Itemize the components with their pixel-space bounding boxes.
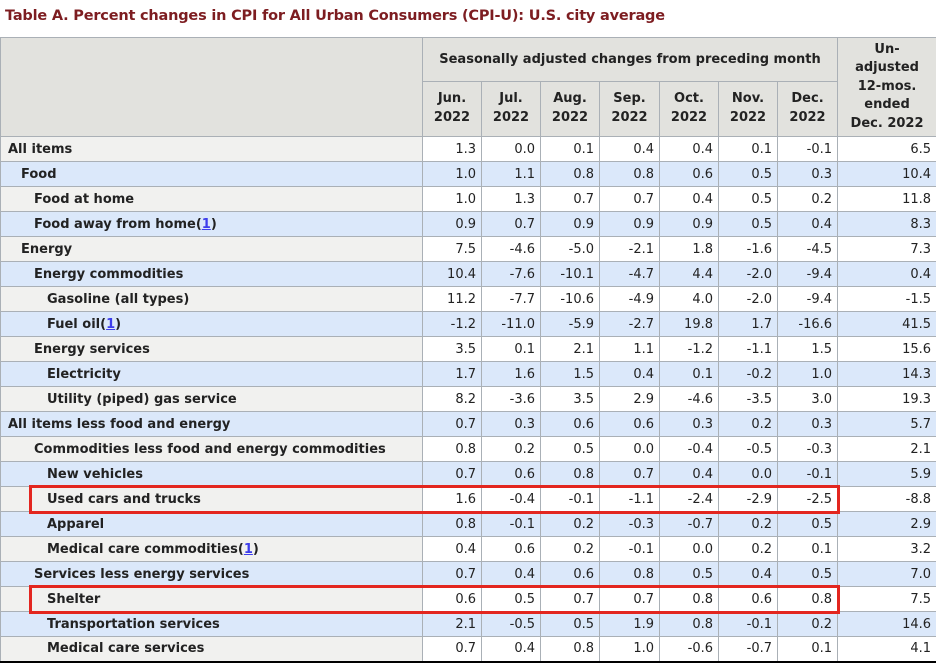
unadjusted-value-cell: 19.3 [838, 387, 936, 412]
unadjusted-value-cell: 11.8 [838, 187, 936, 212]
value-cell: 0.8 [541, 637, 600, 662]
row-label: Food at home [34, 191, 135, 207]
table-header [1, 38, 936, 137]
value-cell: 0.4 [600, 362, 660, 387]
value-cell: 0.6 [541, 412, 600, 437]
table-row [1, 512, 936, 537]
value-cell: -0.5 [482, 612, 541, 637]
value-cell: -2.0 [719, 287, 778, 312]
value-cell: 1.5 [778, 337, 838, 362]
month-column-header-jun: Jun. 2022 [423, 82, 482, 137]
value-cell: 1.0 [778, 362, 838, 387]
month-column-header-nov: Nov. 2022 [719, 82, 778, 137]
value-cell: -10.1 [541, 262, 600, 287]
row-label-cell [1, 187, 423, 212]
unadjusted-header-line: Un- [874, 41, 900, 57]
row-label-cell: Food away from home(1) [1, 212, 423, 237]
value-cell: -2.5 [778, 487, 838, 512]
value-cell: 10.4 [423, 262, 482, 287]
value-cell: 0.9 [541, 212, 600, 237]
value-cell: 0.8 [660, 587, 719, 612]
value-cell: 1.5 [541, 362, 600, 387]
row-label-cell [1, 362, 423, 387]
row-label-cell: Medical care commodities(1) [1, 537, 423, 562]
table-row [1, 262, 936, 287]
value-cell: 0.7 [600, 587, 660, 612]
unadjusted-value-cell: 7.5 [838, 587, 936, 612]
value-cell: 0.3 [778, 412, 838, 437]
value-cell: 0.7 [423, 637, 482, 662]
value-cell: 0.8 [600, 162, 660, 187]
value-cell: -11.0 [482, 312, 541, 337]
table-row [1, 562, 936, 587]
value-cell: -0.1 [541, 487, 600, 512]
month-column-header-oct: Oct. 2022 [660, 82, 719, 137]
month-column-header-aug: Aug. 2022 [541, 82, 600, 137]
value-cell: 0.4 [660, 462, 719, 487]
cpi-table-container [0, 37, 936, 663]
row-label-cell [1, 237, 423, 262]
value-cell: -9.4 [778, 287, 838, 312]
value-cell: 0.5 [719, 187, 778, 212]
value-cell: -16.6 [778, 312, 838, 337]
value-cell: 0.4 [660, 187, 719, 212]
value-cell: -7.6 [482, 262, 541, 287]
value-cell: 1.0 [423, 162, 482, 187]
value-cell: 4.0 [660, 287, 719, 312]
table-row [1, 487, 936, 512]
table-row [1, 287, 936, 312]
row-label: Fuel oil [47, 316, 101, 332]
value-cell: 0.3 [660, 412, 719, 437]
value-cell: 1.9 [600, 612, 660, 637]
row-label: Energy services [34, 341, 150, 357]
value-cell: 0.5 [541, 612, 600, 637]
value-cell: 0.5 [719, 162, 778, 187]
table-row [1, 362, 936, 387]
month-column-header-jul: Jul. 2022 [482, 82, 541, 137]
value-cell: 0.2 [541, 537, 600, 562]
value-cell: -0.7 [719, 637, 778, 662]
value-cell: -1.1 [719, 337, 778, 362]
row-label: Used cars and trucks [47, 491, 201, 507]
value-cell: 0.0 [600, 437, 660, 462]
value-cell: -0.4 [660, 437, 719, 462]
value-cell: 0.8 [600, 562, 660, 587]
value-cell: -0.3 [778, 437, 838, 462]
value-cell: 0.4 [719, 562, 778, 587]
unadjusted-value-cell: 4.1 [838, 637, 936, 662]
value-cell: 2.9 [600, 387, 660, 412]
row-label: New vehicles [47, 466, 143, 482]
value-cell: 0.7 [423, 562, 482, 587]
value-cell: 4.4 [660, 262, 719, 287]
value-cell: 0.1 [719, 137, 778, 162]
value-cell: 0.5 [778, 562, 838, 587]
row-label: Apparel [47, 516, 105, 532]
unadjusted-value-cell: 10.4 [838, 162, 936, 187]
table-row [1, 337, 936, 362]
corner-header-cell [1, 38, 423, 137]
value-cell: -0.1 [482, 512, 541, 537]
value-cell: 1.8 [660, 237, 719, 262]
value-cell: 0.1 [778, 637, 838, 662]
value-cell: 0.5 [541, 437, 600, 462]
value-cell: 11.2 [423, 287, 482, 312]
unadjusted-value-cell: -8.8 [838, 487, 936, 512]
value-cell: -4.9 [600, 287, 660, 312]
value-cell: 0.2 [778, 187, 838, 212]
value-cell: 0.6 [541, 562, 600, 587]
row-label: All items [8, 141, 73, 157]
row-label: All items less food and energy [8, 416, 231, 432]
row-label-cell [1, 462, 423, 487]
value-cell: 0.5 [778, 512, 838, 537]
value-cell: 2.1 [423, 612, 482, 637]
unadjusted-value-cell: 5.7 [838, 412, 936, 437]
row-label: Medical care commodities [47, 541, 238, 557]
unadjusted-value-cell: 6.5 [838, 137, 936, 162]
value-cell: 19.8 [660, 312, 719, 337]
value-cell: -1.6 [719, 237, 778, 262]
table-row [1, 587, 936, 612]
month-column-header-dec: Dec. 2022 [778, 82, 838, 137]
value-cell: 3.0 [778, 387, 838, 412]
unadjusted-value-cell: 8.3 [838, 212, 936, 237]
value-cell: -7.7 [482, 287, 541, 312]
row-label: Medical care services [47, 641, 205, 657]
value-cell: 7.5 [423, 237, 482, 262]
value-cell: -0.1 [778, 137, 838, 162]
value-cell: 0.5 [482, 587, 541, 612]
row-label-cell [1, 587, 423, 612]
value-cell: -0.1 [719, 612, 778, 637]
value-cell: -0.3 [600, 512, 660, 537]
row-label: Commodities less food and energy commodities [34, 441, 386, 457]
value-cell: -2.4 [660, 487, 719, 512]
value-cell: -4.6 [660, 387, 719, 412]
row-label-cell [1, 437, 423, 462]
value-cell: 1.0 [600, 637, 660, 662]
value-cell: 0.6 [660, 162, 719, 187]
row-label-cell [1, 637, 423, 662]
table-row [1, 412, 936, 437]
row-label: Electricity [47, 366, 121, 382]
table-row [1, 462, 936, 487]
value-cell: 0.7 [541, 587, 600, 612]
value-cell: 0.1 [778, 537, 838, 562]
value-cell: 1.0 [423, 187, 482, 212]
value-cell: 0.8 [541, 162, 600, 187]
value-cell: 0.4 [600, 137, 660, 162]
value-cell: -0.1 [600, 537, 660, 562]
table-row [1, 312, 936, 337]
value-cell: 1.1 [482, 162, 541, 187]
row-label: Shelter [47, 591, 101, 607]
value-cell: 0.2 [719, 537, 778, 562]
value-cell: -1.1 [600, 487, 660, 512]
value-cell: 8.2 [423, 387, 482, 412]
value-cell: -2.9 [719, 487, 778, 512]
unadjusted-value-cell: 2.1 [838, 437, 936, 462]
unadjusted-value-cell: 7.0 [838, 562, 936, 587]
footnote-link[interactable]: 1 [243, 541, 253, 557]
value-cell: 0.0 [719, 462, 778, 487]
row-label: Energy [21, 241, 73, 257]
unadjusted-column-header [838, 38, 936, 137]
unadjusted-value-cell: 14.6 [838, 612, 936, 637]
value-cell: -0.7 [660, 512, 719, 537]
value-cell: 0.4 [482, 562, 541, 587]
value-cell: 0.8 [423, 512, 482, 537]
value-cell: 0.2 [541, 512, 600, 537]
unadjusted-value-cell: 3.2 [838, 537, 936, 562]
value-cell: 0.9 [600, 212, 660, 237]
value-cell: -0.2 [719, 362, 778, 387]
cpi-table [0, 37, 936, 663]
value-cell: -5.0 [541, 237, 600, 262]
value-cell: 1.6 [423, 487, 482, 512]
value-cell: 0.1 [660, 362, 719, 387]
table-row [1, 137, 936, 162]
row-label: Food away from home [34, 216, 196, 232]
value-cell: 1.7 [719, 312, 778, 337]
value-cell: 0.6 [482, 462, 541, 487]
value-cell: 0.4 [423, 537, 482, 562]
value-cell: 0.0 [482, 137, 541, 162]
value-cell: 0.2 [482, 437, 541, 462]
value-cell: 0.3 [482, 412, 541, 437]
table-row [1, 387, 936, 412]
value-cell: 0.6 [600, 412, 660, 437]
row-label-cell [1, 287, 423, 312]
value-cell: 3.5 [541, 387, 600, 412]
value-cell: 0.9 [660, 212, 719, 237]
value-cell: 0.8 [423, 437, 482, 462]
value-cell: 0.5 [660, 562, 719, 587]
value-cell: 0.2 [719, 512, 778, 537]
unadjusted-header-line: adjusted [855, 60, 919, 76]
unadjusted-value-cell: 5.9 [838, 462, 936, 487]
value-cell: -0.5 [719, 437, 778, 462]
value-cell: 0.2 [778, 612, 838, 637]
value-cell: 0.8 [541, 462, 600, 487]
unadjusted-value-cell: 41.5 [838, 312, 936, 337]
value-cell: -3.6 [482, 387, 541, 412]
row-label-cell [1, 562, 423, 587]
unadjusted-value-cell: 7.3 [838, 237, 936, 262]
value-cell: 1.6 [482, 362, 541, 387]
value-cell: -9.4 [778, 262, 838, 287]
page-title: Table A. Percent changes in CPI for All Urban Consumers (CPI-U): U.S. city average [5, 8, 665, 24]
value-cell: 0.4 [778, 212, 838, 237]
value-cell: 0.8 [660, 612, 719, 637]
value-cell: -2.1 [600, 237, 660, 262]
value-cell: 0.0 [660, 537, 719, 562]
unadjusted-value-cell: 2.9 [838, 512, 936, 537]
row-label-cell [1, 612, 423, 637]
table-row [1, 537, 936, 562]
footnote-link[interactable]: 1 [201, 216, 211, 232]
value-cell: 0.4 [482, 637, 541, 662]
unadjusted-header-line: ended [864, 97, 910, 113]
value-cell: -4.6 [482, 237, 541, 262]
value-cell: 0.6 [482, 537, 541, 562]
value-cell: -2.0 [719, 262, 778, 287]
value-cell: 0.7 [541, 187, 600, 212]
table-row [1, 612, 936, 637]
table-row [1, 187, 936, 212]
value-cell: -0.1 [778, 462, 838, 487]
value-cell: 0.6 [719, 587, 778, 612]
value-cell: 0.1 [541, 137, 600, 162]
row-label: Food [21, 166, 57, 182]
row-label-cell [1, 162, 423, 187]
value-cell: 0.4 [660, 137, 719, 162]
value-cell: 0.5 [719, 212, 778, 237]
table-row [1, 437, 936, 462]
value-cell: 1.7 [423, 362, 482, 387]
value-cell: 0.8 [778, 587, 838, 612]
value-cell: 0.9 [423, 212, 482, 237]
value-cell: 1.1 [600, 337, 660, 362]
row-label: Transportation services [47, 616, 220, 632]
value-cell: 0.7 [423, 462, 482, 487]
row-label-cell [1, 137, 423, 162]
value-cell: -0.6 [660, 637, 719, 662]
table-body [1, 137, 936, 662]
row-label: Services less energy services [34, 566, 250, 582]
table-row [1, 637, 936, 662]
unadjusted-value-cell: 15.6 [838, 337, 936, 362]
value-cell: 0.7 [600, 187, 660, 212]
table-row [1, 162, 936, 187]
value-cell: 1.3 [423, 137, 482, 162]
value-cell: -4.7 [600, 262, 660, 287]
seasonally-adjusted-group-header: Seasonally adjusted changes from preceding month [423, 38, 838, 82]
value-cell: -10.6 [541, 287, 600, 312]
row-label-cell: Fuel oil(1) [1, 312, 423, 337]
value-cell: -1.2 [660, 337, 719, 362]
table-row [1, 212, 936, 237]
row-label-cell [1, 337, 423, 362]
value-cell: 0.7 [482, 212, 541, 237]
row-label: Utility (piped) gas service [47, 391, 237, 407]
row-label-cell [1, 387, 423, 412]
value-cell: 0.7 [600, 462, 660, 487]
value-cell: -4.5 [778, 237, 838, 262]
table-row [1, 237, 936, 262]
unadjusted-value-cell: 0.4 [838, 262, 936, 287]
unadjusted-header-line: Dec. 2022 [850, 115, 924, 131]
row-label: Energy commodities [34, 266, 184, 282]
row-label-cell [1, 262, 423, 287]
unadjusted-header-line: 12-mos. [857, 78, 917, 94]
unadjusted-value-cell: -1.5 [838, 287, 936, 312]
value-cell: -2.7 [600, 312, 660, 337]
value-cell: -5.9 [541, 312, 600, 337]
unadjusted-value-cell: 14.3 [838, 362, 936, 387]
value-cell: 0.2 [719, 412, 778, 437]
row-label-cell [1, 512, 423, 537]
footnote-link[interactable]: 1 [106, 316, 116, 332]
value-cell: -0.4 [482, 487, 541, 512]
value-cell: -3.5 [719, 387, 778, 412]
value-cell: 0.3 [778, 162, 838, 187]
row-label-cell [1, 487, 423, 512]
value-cell: 2.1 [541, 337, 600, 362]
month-column-header-sep: Sep. 2022 [600, 82, 660, 137]
value-cell: 3.5 [423, 337, 482, 362]
value-cell: 1.3 [482, 187, 541, 212]
value-cell: 0.7 [423, 412, 482, 437]
row-label-cell [1, 412, 423, 437]
value-cell: -1.2 [423, 312, 482, 337]
value-cell: 0.1 [482, 337, 541, 362]
row-label: Gasoline (all types) [47, 291, 190, 307]
value-cell: 0.6 [423, 587, 482, 612]
